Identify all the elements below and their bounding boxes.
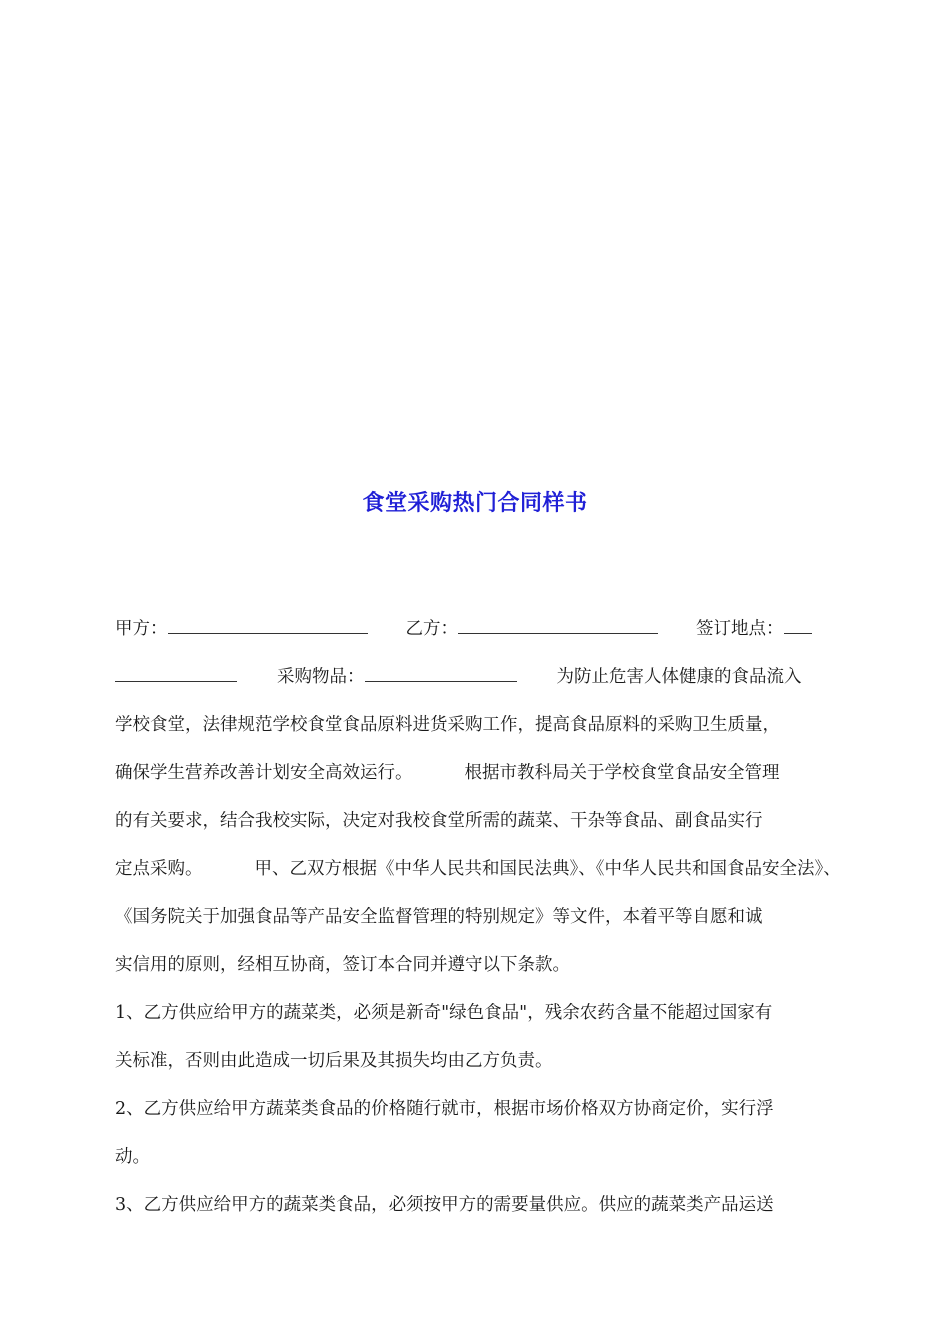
paragraph-text: 根据市教科局关于学校食堂食品安全管理 xyxy=(464,763,780,783)
clause-line: 3、乙方供应给甲方的蔬菜类食品，必须按甲方的需要量供应。供应的蔬菜类产品运送 xyxy=(115,1195,774,1215)
clause-line: 动。 xyxy=(115,1147,150,1167)
paragraph-line: 实信用的原则，经相互协商，签订本合同并遵守以下条款。 xyxy=(115,955,570,975)
party-b-label: 乙方： xyxy=(405,619,458,639)
party-a-blank xyxy=(168,617,368,634)
clause-line: 关标准，否则由此造成一切后果及其损失均由乙方负责。 xyxy=(115,1051,553,1071)
place-blank xyxy=(784,617,812,634)
paragraph-line xyxy=(115,749,840,797)
header-line-2 xyxy=(115,653,840,701)
paragraph-line: 的有关要求，结合我校实际，决定对我校食堂所需的蔬菜、干杂等食品、副食品实行 xyxy=(115,811,763,831)
paragraph-line: 《国务院关于加强食品等产品安全监督管理的特别规定》等文件，本着平等自愿和诚 xyxy=(115,907,763,927)
party-b-blank xyxy=(458,617,658,634)
paragraph-text: 确保学生营养改善计划安全高效运行。 xyxy=(115,763,413,783)
clause-line: 1、乙方供应给甲方的蔬菜类，必须是新奇"绿色食品"，残余农药含量不能超过国家有 xyxy=(115,1003,773,1023)
document-title: 食堂采购热门合同样书 xyxy=(362,491,588,516)
items-label: 采购物品： xyxy=(277,667,365,687)
place-label: 签订地点： xyxy=(696,619,784,639)
document-body xyxy=(115,605,840,1229)
paragraph-line xyxy=(115,845,840,893)
paragraph-line: 学校食堂，法律规范学校食堂食品原料进货采购工作，提高食品原料的采购卫生质量， xyxy=(115,715,780,735)
party-a-label: 甲方： xyxy=(115,619,168,639)
clause-line: 2、乙方供应给甲方蔬菜类食品的价格随行就市，根据市场价格双方协商定价，实行浮 xyxy=(115,1099,774,1119)
paragraph-text: 定点采购。 xyxy=(115,859,203,879)
paragraph-text: 为防止危害人体健康的食品流入 xyxy=(556,667,802,687)
place-blank-continued xyxy=(115,665,237,682)
header-line-1 xyxy=(115,605,840,653)
items-blank xyxy=(365,665,517,682)
paragraph-text: 甲、乙双方根据《中华人民共和国民法典》、《中华人民共和国食品安全法》、 xyxy=(254,859,841,879)
